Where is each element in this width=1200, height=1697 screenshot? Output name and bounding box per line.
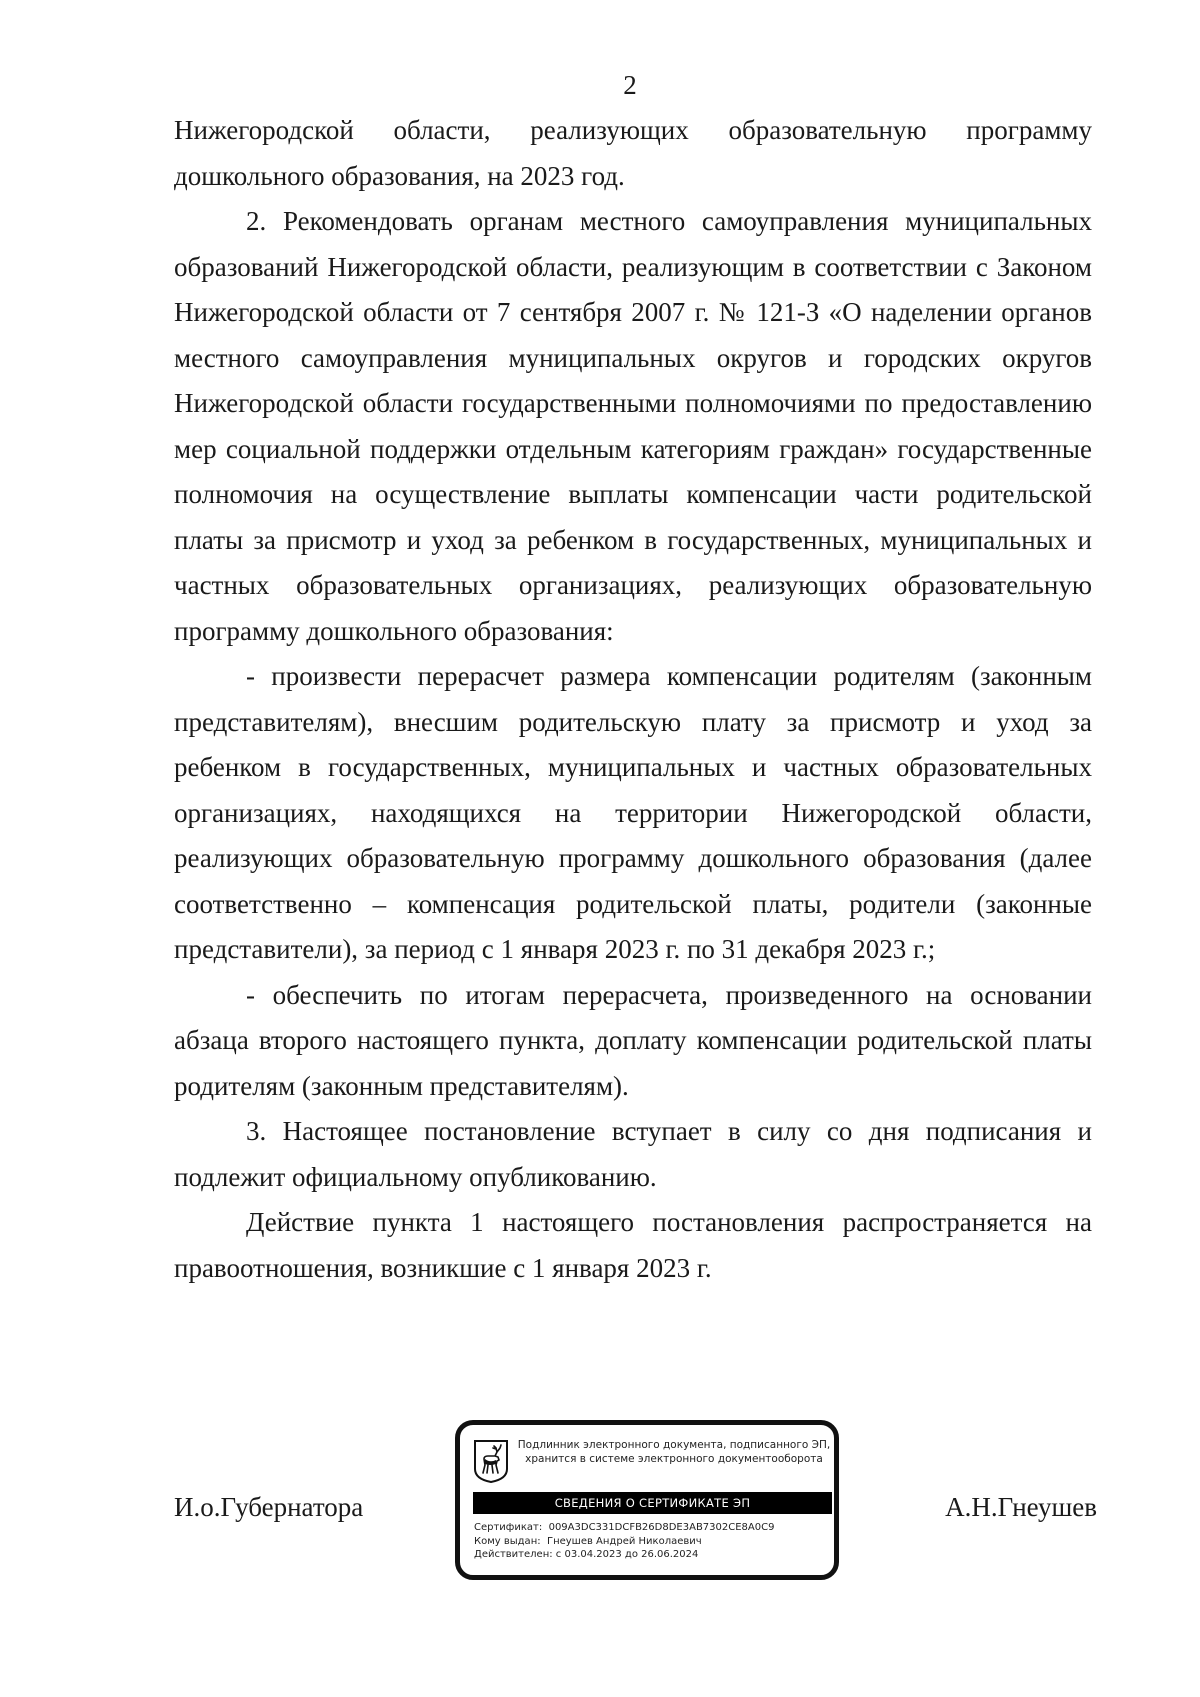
paragraph-item-2: 2. Рекомендовать органам местного самоуправления муниципальных образований Нижегородской области, реализующим в соответствии с Законом Нижегородской области от 7 сентября 2007 г. № 121-З «О наделении органов местного самоуправления муниципальных округов и городских округов Нижегородской области государственными полномочиями по предоставлению мер социальной поддержки отдельным категориям граждан» государственные полномочия на осуществление выплаты компенсации части родительской платы за присмотр и уход за ребенком в государственных, муниципальных и частных образовательных организациях, реализующих образовательную программу дошкольного образования: (174, 206, 1092, 646)
issued-to-label: Кому выдан: (474, 1535, 541, 1547)
signatory-name: А.Н.Гнеушев (945, 1492, 1097, 1522)
paragraph-effect: Действие пункта 1 настоящего постановления распространяется на правоотношения, возникшие с 1 января 2023 г. (174, 1207, 1092, 1283)
issued-to-value: Гнеушев Андрей Николаевич (546, 1535, 702, 1547)
stamp-header (516, 1438, 832, 1466)
certificate-row (474, 1521, 834, 1535)
stamp-header-line-2: хранится в системе электронного документооборота (525, 1453, 823, 1465)
stamp-certificate-details (474, 1521, 834, 1562)
electronic-signature-stamp (455, 1420, 839, 1580)
certificate-label: Сертификат: (474, 1522, 543, 1533)
paragraph-continuation: Нижегородской области, реализующих образовательную программу дошкольного образования, на 2023 год. (174, 115, 1092, 191)
validity-label: Действителен: (474, 1549, 553, 1560)
signatory-position: И.о.Губернатора (174, 1492, 364, 1522)
stamp-header-line-1: Подлинник электронного документа, подписанного ЭП, (517, 1439, 831, 1451)
paragraph-recalculation: - произвести перерасчет размера компенсации родителям (законным представителям), внесшим родительскую плату за присмотр и уход за ребенком в государственных, муниципальных и частных образовательных организациях, находящихся на территории Нижегородской области, реализующих образовательную программу дошкольного образования (далее соответственно – компенсация родительской платы, родители (законные представители), за период с 1 января 2023 г. по 31 декабря 2023 г.; (174, 661, 1092, 964)
validity-value: с 03.04.2023 до 26.06.2024 (555, 1549, 699, 1560)
issued-to-row (474, 1535, 834, 1549)
paragraph-additional-payment: - обеспечить по итогам перерасчета, произведенного на основании абзаца второго настоящего пункта, доплату компенсации родительской платы родителям (законным представителям). (174, 979, 1092, 1101)
stamp-certificate-title: СВЕДЕНИЯ О СЕРТИФИКАТЕ ЭП (473, 1492, 832, 1514)
deer-coat-of-arms-icon (473, 1439, 509, 1483)
validity-row (474, 1548, 834, 1562)
certificate-value: 009A3DC331DCFB26D8DE3AB7302CE8A0C9 (548, 1522, 775, 1533)
paragraph-item-3: 3. Настоящее постановление вступает в силу со дня подписания и подлежит официальному опубликованию. (174, 1116, 1092, 1192)
document-body (174, 108, 1092, 1291)
page-number: 2 (623, 70, 637, 100)
